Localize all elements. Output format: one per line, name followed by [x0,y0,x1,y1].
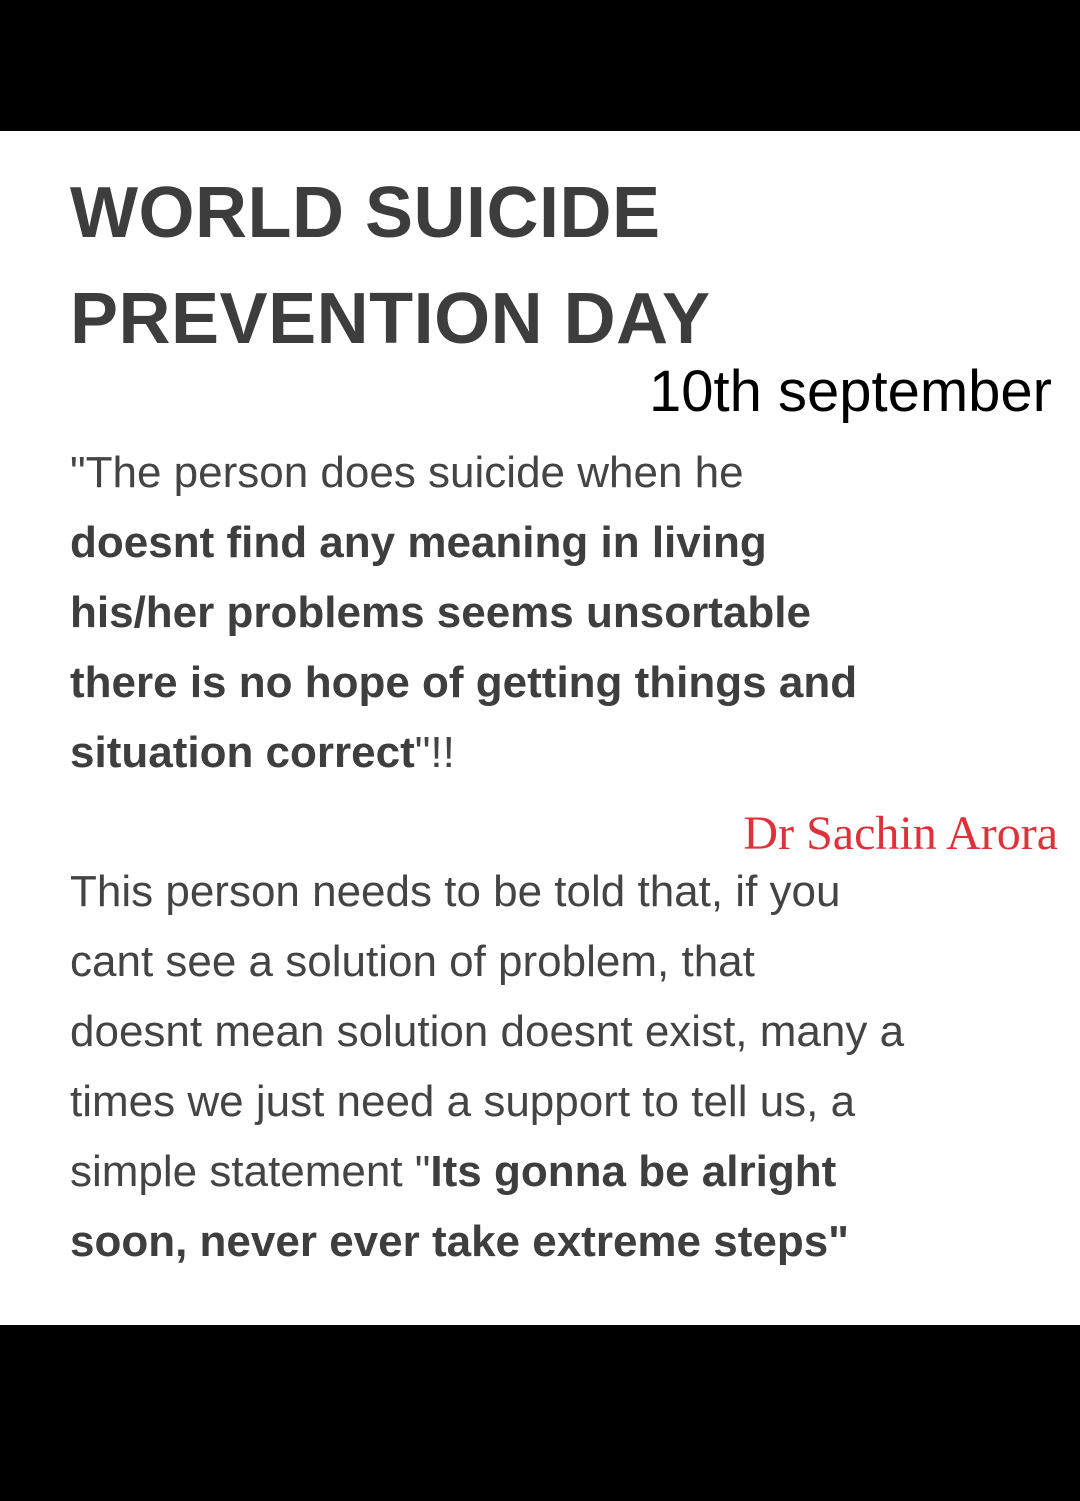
title-line-1: WORLD SUICIDE [70,173,661,253]
title-line-2: PREVENTION DAY [70,279,711,359]
quote-line-1: "The person does suicide when he [70,448,744,497]
date-label: 10th september [648,359,1052,424]
quote-line-5 [70,718,1060,788]
message-line-1: This person needs to be told that, if you [70,867,841,916]
message-line-6: soon, never ever take extreme steps" [70,1217,850,1266]
message-line-5 [70,1137,1060,1207]
quote-line-3: his/her problems seems unsortable [70,588,811,637]
quote-line-5-bold: situation correct [70,728,415,777]
message-line-5-plain: simple statement " [70,1147,431,1196]
quote-line-2: doesnt find any meaning in living [70,518,767,567]
top-black-bar [0,0,1080,131]
message-line-5-bold: Its gonna be alright [430,1147,837,1196]
quote-block [70,438,1060,788]
page-title [70,160,970,372]
message-block [70,857,1060,1277]
author-signature: Dr Sachin Arora [743,807,1058,860]
message-line-2: cant see a solution of problem, that [70,937,755,986]
quote-line-4: there is no hope of getting things and [70,658,858,707]
quote-line-5-end: "!! [414,728,455,777]
message-line-3: doesnt mean solution doesnt exist, many a [70,1007,905,1056]
bottom-black-bar [0,1325,1080,1501]
message-line-4: times we just need a support to tell us, a [70,1077,856,1126]
